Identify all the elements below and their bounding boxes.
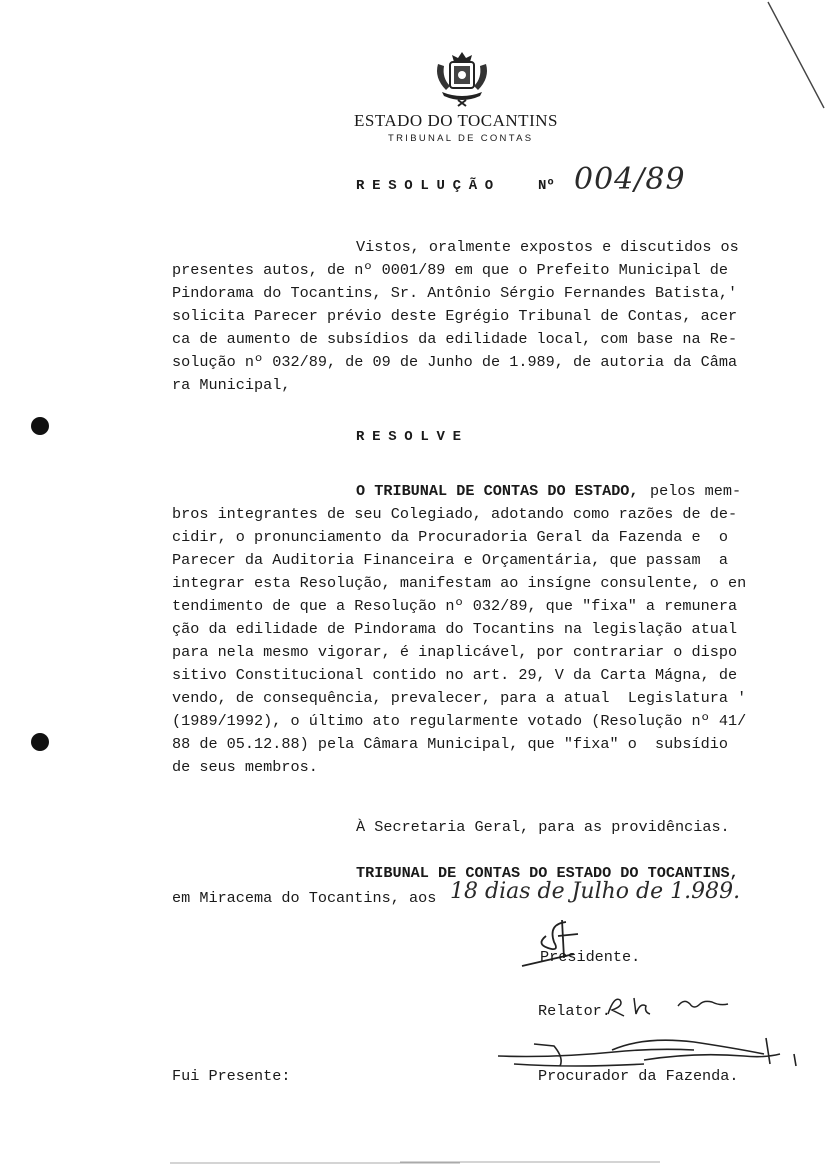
scan-edge-line bbox=[766, 0, 826, 110]
resolution-number-handwritten: 004/89 bbox=[574, 162, 686, 197]
punch-hole-mark bbox=[28, 414, 52, 438]
preamble-line-1: Vistos, oralmente expostos e discutidos os bbox=[356, 238, 739, 256]
state-name: ESTADO DO TOCANTINS bbox=[354, 111, 558, 130]
body-line-13: de seus membros. bbox=[172, 758, 318, 776]
punch-hole-mark bbox=[28, 730, 52, 754]
body-line-2: bros integrantes de seu Colegiado, adotando como razões de de- bbox=[172, 505, 738, 523]
relator-signature bbox=[604, 992, 744, 1022]
body-line-12: 88 de 05.12.88) pela Câmara Municipal, que "fixa" o subsídio bbox=[172, 735, 728, 753]
body-line-11: (1989/1992), o último ato regularmente votado (Resolução nº 41/ bbox=[172, 712, 747, 730]
preamble-line-2 bbox=[172, 261, 742, 279]
body-line-5: integrar esta Resolução, manifestam ao insígne consulente, o en bbox=[172, 574, 747, 592]
body-line-3: cidir, o pronunciamento da Procuradoria Geral da Fazenda e o bbox=[172, 528, 728, 546]
preamble-text: ca de aumento de subsídios da edilidade local, com base na Re- bbox=[172, 330, 738, 348]
court-name: TRIBUNAL DE CONTAS bbox=[388, 133, 534, 144]
preamble-line-7: ra Municipal, bbox=[172, 376, 291, 394]
fui-presente-label: Fui Presente: bbox=[172, 1067, 291, 1085]
body-line-7: ção da edilidade de Pindorama do Tocantins na legislação atual bbox=[172, 620, 738, 638]
place-line: em Miracema do Tocantins, aos bbox=[172, 889, 437, 907]
resolution-number-prefix: Nº bbox=[538, 178, 555, 194]
coat-of-arms-emblem bbox=[432, 50, 492, 106]
body-lead: O TRIBUNAL DE CONTAS DO ESTADO, bbox=[356, 482, 639, 500]
resolution-label: RESOLUÇÃO bbox=[356, 178, 501, 194]
preamble-line-4 bbox=[172, 307, 742, 325]
secretaria-line: À Secretaria Geral, para as providências. bbox=[356, 818, 730, 836]
relator-label: Relator. bbox=[538, 1002, 611, 1020]
scan-bottom-edge bbox=[0, 1160, 826, 1166]
preamble-line-3 bbox=[172, 284, 742, 302]
body-line-9: sitivo Constitucional contido no art. 29, V da Carta Mágna, de bbox=[172, 666, 738, 684]
presidente-label: Presidente. bbox=[540, 948, 641, 966]
preamble-line-6 bbox=[172, 353, 742, 371]
preamble-text: solicita Parecer prévio deste Egrégio Tribunal de Contas, acer bbox=[172, 307, 738, 325]
preamble-text: Pindorama do Tocantins, Sr. Antônio Sérgio Fernandes Batista,' bbox=[172, 284, 738, 302]
tribunal-sign-line: TRIBUNAL DE CONTAS DO ESTADO DO TOCANTINS, bbox=[356, 864, 739, 882]
body-line-6: tendimento de que a Resolução nº 032/89, que "fixa" a remunera bbox=[172, 597, 738, 615]
preamble-line-5 bbox=[172, 330, 742, 348]
body-line-10: vendo, de consequência, prevalecer, para a atual Legislatura ' bbox=[172, 689, 747, 707]
preamble-text: solução nº 032/89, de 09 de Junho de 1.989, de autoria da Câma bbox=[172, 353, 738, 371]
preamble-text: presentes autos, de nº 0001/89 em que o Prefeito Municipal de bbox=[172, 261, 728, 279]
body-line-1: pelos mem- bbox=[650, 482, 742, 500]
procurador-label: Procurador da Fazenda. bbox=[538, 1067, 739, 1085]
resolve-heading: RESOLVE bbox=[356, 429, 469, 445]
body-line-4: Parecer da Auditoria Financeira e Orçamentária, que passam a bbox=[172, 551, 728, 569]
date-handwritten: 18 dias de Julho de 1.989. bbox=[450, 879, 741, 904]
body-line-8: para nela mesmo vigorar, é inaplicável, por contrariar o dispo bbox=[172, 643, 738, 661]
